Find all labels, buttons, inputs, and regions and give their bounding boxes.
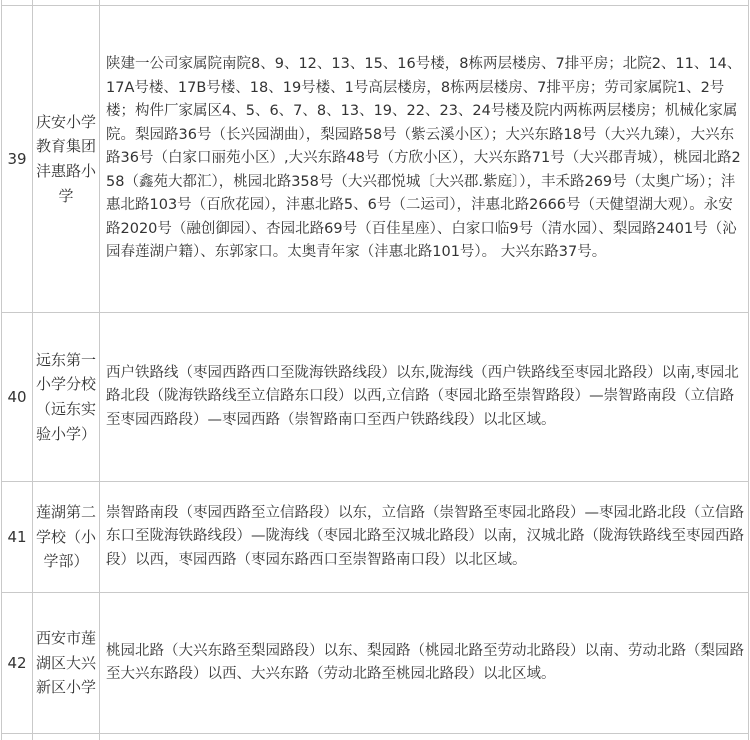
table-row <box>2 313 749 482</box>
row-number: 40 <box>2 313 33 482</box>
row-number: 41 <box>2 482 33 593</box>
stub-cell <box>2 734 33 740</box>
district-description: 桃园北路（大兴东路至梨园路段）以东、梨园路（桃园北路至劳动北路段）以南、劳动北路（梨园路至大兴东路段）以西、大兴东路（劳动北路至桃园北路段）以北区域。 <box>100 593 749 734</box>
district-description: 崇智路南段（枣园西路至立信路段）以东，立信路（崇智路至枣园北路段）—枣园北路北段（立信路东口至陇海铁路线段）—陇海线（枣园北路至汉城北路段）以南，汉城北路（陇海铁路线至枣园西路段）以西，枣园西路（枣园东路西口至崇智路南口段）以北区域。 <box>100 482 749 593</box>
school-name: 莲湖第二学校（小学部） <box>33 482 100 593</box>
table-row-partial-bottom <box>2 734 749 740</box>
school-name: 庆安小学教育集团沣惠路小学 <box>33 6 100 313</box>
district-description: 陕建一公司家属院南院8、9、12、13、15、16号楼，8栋两层楼房、7排平房；北院2、11、14、17A号楼、17B号楼、18、19号楼、1号高层楼房，8栋两层楼房、7排平房；劳司家属院1、2号楼；构件厂家属区4、5、6、7、8、13、19、22、23、24号楼及院内两栋两层楼房；机械化家属院。梨园路36号（长兴园湖曲），梨园路58号（紫云溪小区）；大兴东路18号（大兴九臻），大兴东路36号（白家口丽苑小区）,大兴东路48号（方欣小区），大兴东路71号（大兴郡青城），桃园北路258（鑫苑大都汇），桃园北路358号（大兴郡悦城〔大兴郡.紫庭〕），丰禾路269号（太奥广场）；沣惠北路103号（百欣花园），沣惠北路5、6号（二运司），沣惠北路2666号（天健望湖大观）。永安路2020号（融创御园）、杏园北路69号（百佳星座）、白家口临9号（清水园）、梨园路2401号（沁园春莲湖户籍）、东郭家口。太奥青年家（沣惠北路101号）。 大兴东路37号。 <box>100 6 749 313</box>
row-number: 42 <box>2 593 33 734</box>
table-row <box>2 6 749 313</box>
stub-cell <box>100 734 749 740</box>
school-name: 远东第一小学分校（远东实验小学） <box>33 313 100 482</box>
table-row <box>2 482 749 593</box>
school-district-table <box>1 0 749 740</box>
stub-cell <box>33 734 100 740</box>
school-name: 西安市莲湖区大兴新区小学 <box>33 593 100 734</box>
row-number: 39 <box>2 6 33 313</box>
district-description: 西户铁路线（枣园西路西口至陇海铁路线段）以东,陇海线（西户铁路线至枣园北路段）以南,枣园北路北段（陇海铁路线至立信路东口段）以西,立信路（枣园北路至崇智路段）—崇智路南段（立信路至枣园西路段）—枣园西路（崇智路南口至西户铁路线段）以北区域。 <box>100 313 749 482</box>
table-row <box>2 593 749 734</box>
